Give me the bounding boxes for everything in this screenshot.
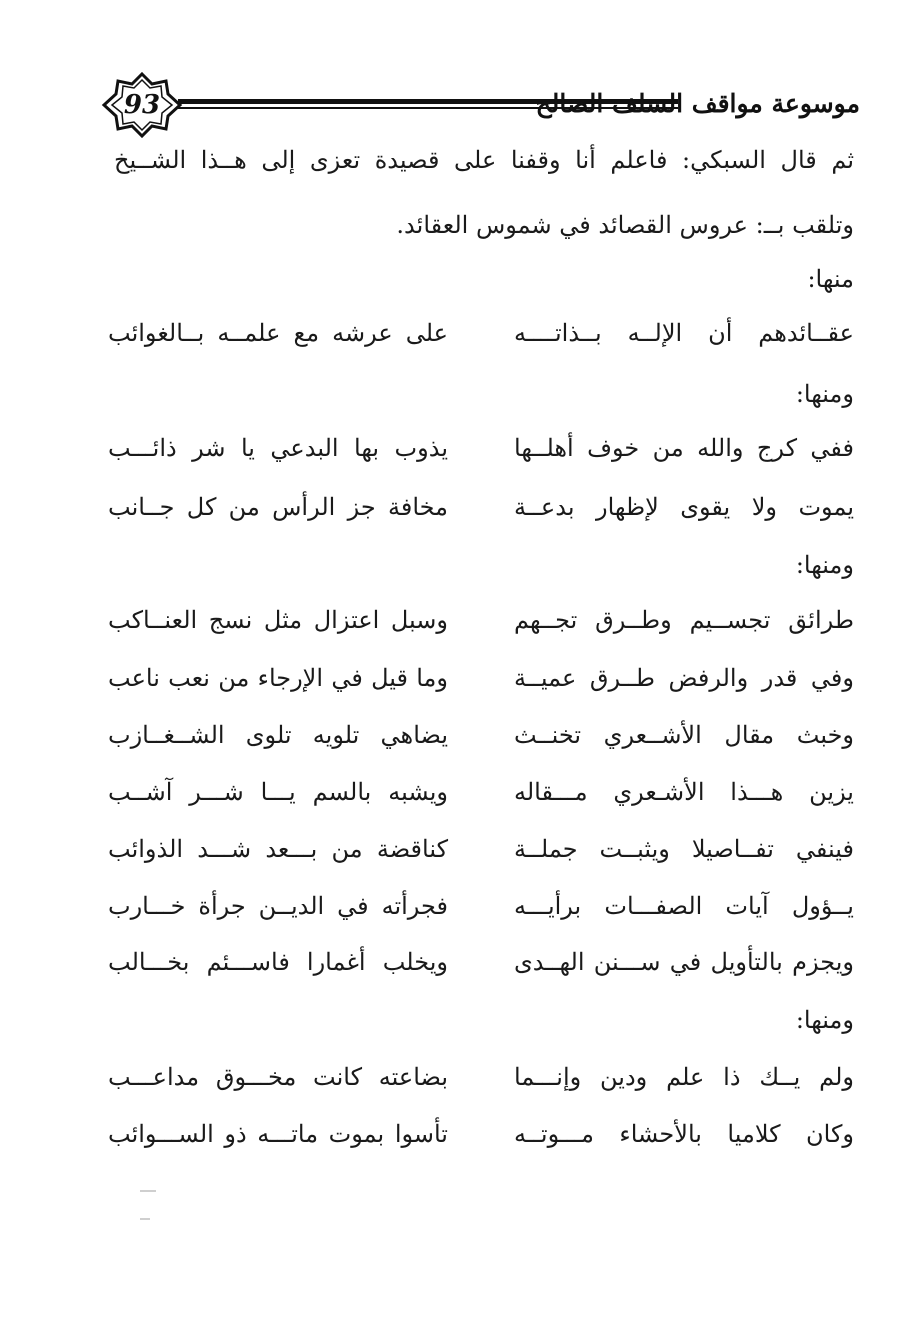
verse-row [0,658,924,698]
scan-mark [140,1218,150,1220]
verse-first-hemistich: يموت ولا يقوى لإظهار بدعــة [514,493,854,521]
verse-second-hemistich: فجرأته في الديــن جرأة خـــارب [108,892,448,920]
verse-second-hemistich: مخافة جز الرأس من كل جــانب [108,493,448,521]
scan-mark [140,1190,156,1192]
verse-row [0,715,924,755]
verse-second-hemistich: ويخلب أغمارا فاســـئم بخـــالب [108,948,448,976]
verse-first-hemistich: يزين هـــذا الأشـعري مـــقاله [514,778,854,806]
intro-line-1: ثم قال السبكي: فاعلم أنا وقفنا على قصيدة تعزى إلى هــذا الشــيخ [114,146,854,174]
verse-row [0,1057,924,1097]
verse-row [0,942,924,982]
verse-first-hemistich: وفي قدر والرفض طــرق عميــة [514,664,854,692]
verse-second-hemistich: ويشبه بالسم يـــا شـــر آشــب [108,778,448,806]
page-number-badge [100,72,184,138]
verse-row [0,1114,924,1154]
verse-first-hemistich: ففي كرج والله من خوف أهلــها [514,434,854,462]
section-label: منها: [807,265,854,293]
verse-second-hemistich: يذوب بها البدعي يا شر ذائـــب [108,434,448,462]
verse-first-hemistich: عقــائدهم أن الإلــه بــذاتــــه [514,319,854,347]
section-label: ومنها: [795,1006,854,1034]
page-header [100,70,860,140]
verse-first-hemistich: فينفي تفــاصيلا ويثبــت جملــة [514,835,854,863]
verse-row [0,886,924,926]
verse-row [0,313,924,353]
verse-second-hemistich: كناقضة من بـــعد شـــد الذوائب [108,835,448,863]
verse-first-hemistich: ويجزم بالتأويل في ســـنن الهــدى [514,948,854,976]
verse-row [0,428,924,468]
verse-row [0,772,924,812]
verse-row [0,600,924,640]
verse-second-hemistich: على عرشه مع علمــه بــالغوائب [108,319,448,347]
intro-line-2: وتلقب بــ: عروس القصائد في شموس العقائد. [396,211,854,239]
verse-second-hemistich: يضاهي تلويه تلوى الشــغــازب [108,721,448,749]
verse-second-hemistich: بضاعته كانت مخـــوق مداعـــب [108,1063,448,1091]
running-title: موسوعة مواقف السلف الصالح [535,89,860,118]
page-number: 93 [123,90,161,120]
verse-first-hemistich: ولم يــك ذا علم ودين وإنـــما [514,1063,854,1091]
verse-first-hemistich: طرائق تجســيم وطــرق تجــهم [514,606,854,634]
verse-row [0,487,924,527]
section-label: ومنها: [795,551,854,579]
verse-first-hemistich: وخبث مقال الأشــعري تخنــث [514,721,854,749]
verse-second-hemistich: تأسوا بموت ماتـــه ذو الســـوائب [108,1120,448,1148]
verse-second-hemistich: وسبل اعتزال مثل نسج العنــاكب [108,606,448,634]
verse-first-hemistich: يــؤول آيات الصفـــات برأيـــه [514,892,854,920]
verse-first-hemistich: وكان كلاميا بالأحشاء مـــوتــه [514,1120,854,1148]
verse-second-hemistich: وما قيل في الإرجاء من نعب ناعب [108,664,448,692]
verse-row [0,829,924,869]
section-label: ومنها: [795,380,854,408]
